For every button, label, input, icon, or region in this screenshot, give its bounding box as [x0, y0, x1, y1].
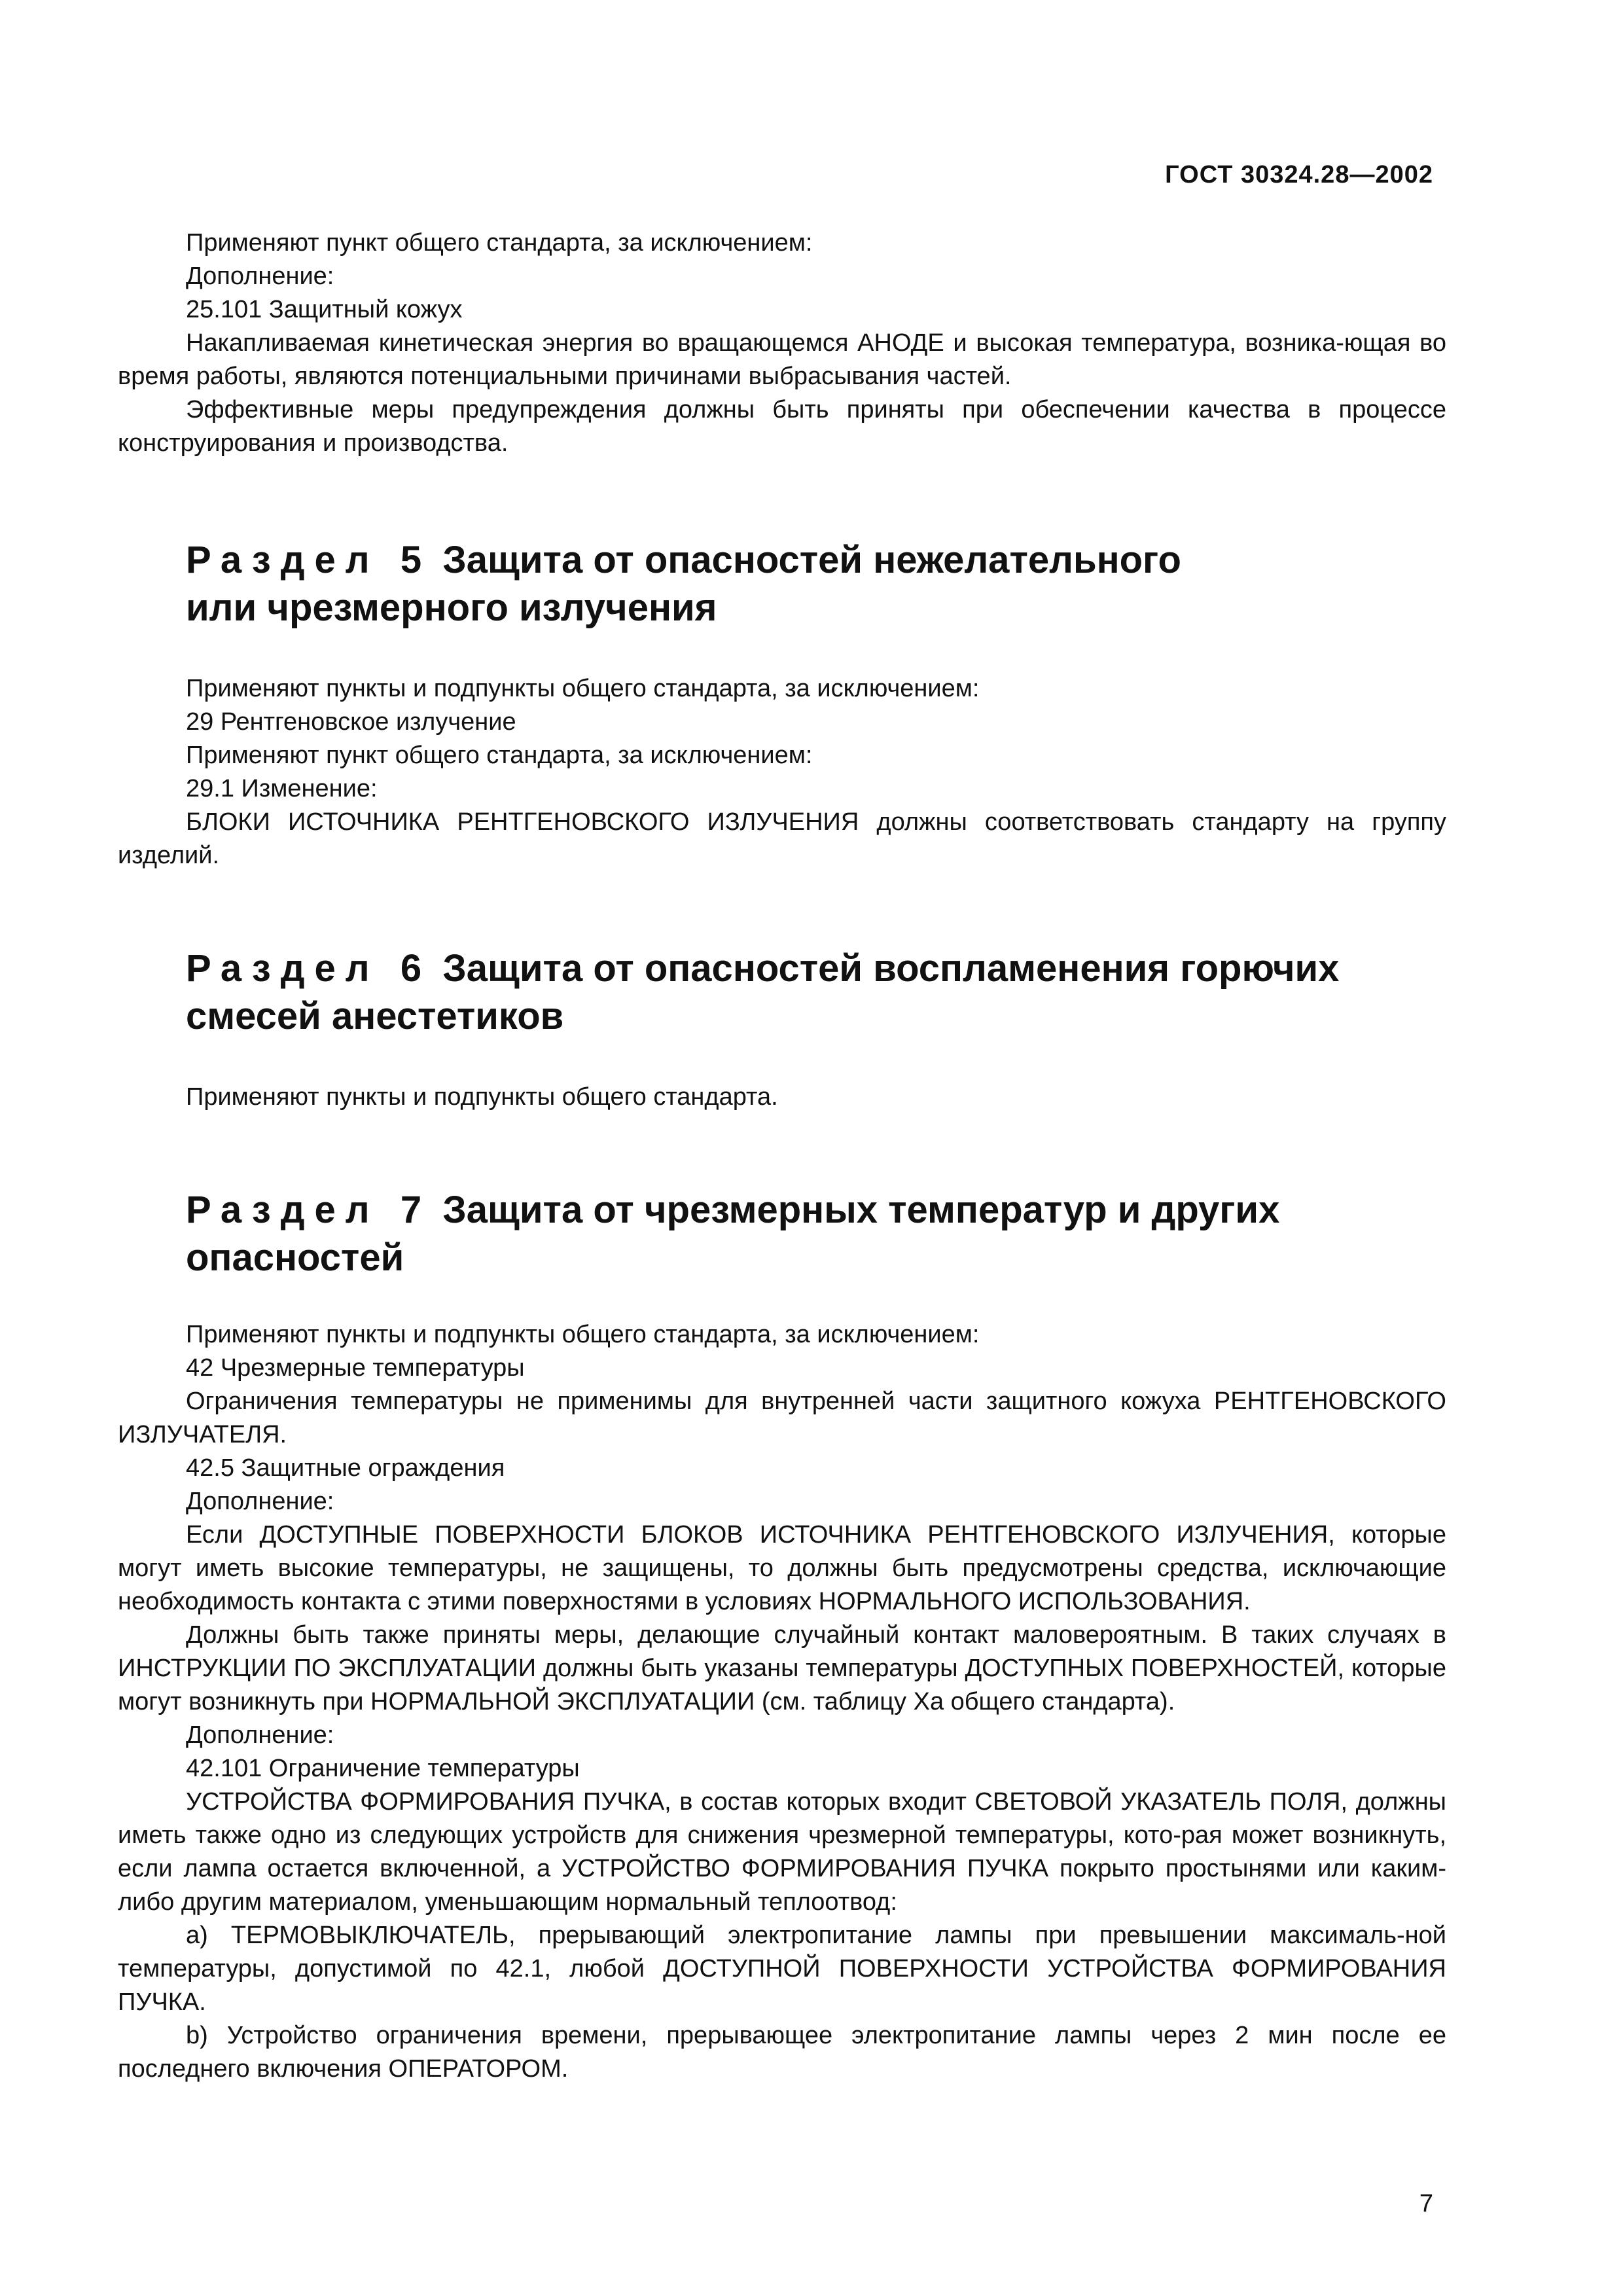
paragraph: Применяют пункты и подпункты общего стандарта, за исключением:	[186, 675, 980, 702]
paragraph: Если ДОСТУПНЫЕ ПОВЕРХНОСТИ БЛОКОВ ИСТОЧНИКА РЕНТГЕНОВСКОГО ИЗЛУЧЕНИЯ, которые могут иметь высокие температуры, не защищены, то должны быть предусмотрены средства, исключающие необходимость контакта с этими поверхностями в условиях НОРМАЛЬНОГО ИСПОЛЬЗОВАНИЯ.	[118, 1521, 1446, 1615]
section-title-line1: Защита от опасностей нежелательного	[442, 539, 1181, 581]
section-word: Раздел	[186, 539, 380, 581]
section-number: 5	[400, 539, 422, 581]
paragraph: УСТРОЙСТВА ФОРМИРОВАНИЯ ПУЧКА, в состав которых входит СВЕТОВОЙ УКАЗАТЕЛЬ ПОЛЯ, должны иметь также одно из следующих устройств для снижения чрезмерной температуры, кото-рая может возникнуть, если лампа остается включенной, а УСТРОЙСТВО ФОРМИРОВАНИЯ ПУЧКА покрыто простынями или каким-либо другим материалом, уменьшающим нормальный теплоотвод:	[118, 1788, 1446, 1916]
document-header-code: ГОСТ 30324.28—2002	[1165, 161, 1433, 188]
section-number: 7	[400, 1189, 422, 1231]
section-6-heading	[118, 944, 1446, 1040]
paragraph: Ограничения температуры не применимы для внутренней части защитного кожуха РЕНТГЕНОВСКОГО ИЗЛУЧАТЕЛЯ.	[118, 1388, 1446, 1448]
page-number: 7	[1419, 2190, 1433, 2217]
section-title-line1: Защита от опасностей воспламенения горючих	[442, 947, 1340, 990]
clause-heading: 42 Чрезмерные температуры	[186, 1354, 525, 1382]
section-5-heading	[118, 536, 1446, 632]
page-content	[118, 226, 1446, 2086]
clause-heading: 29.1 Изменение:	[186, 775, 378, 802]
paragraph: Накапливаемая кинетическая энергия во вращающемся АНОДЕ и высокая температура, возника-ющая во время работы, являются потенциальными причинами выбрасывания частей.	[118, 329, 1446, 390]
section-word: Раздел	[186, 947, 380, 990]
paragraph: Применяют пункт общего стандарта, за исключением:	[186, 742, 813, 769]
paragraph: Дополнение:	[186, 1488, 334, 1515]
paragraph: Применяют пункты и подпункты общего стандарта, за исключением:	[186, 1321, 980, 1348]
paragraph: Применяют пункты и подпункты общего стандарта.	[186, 1083, 778, 1111]
section-number: 6	[400, 947, 422, 990]
section-title-line2: смесей анестетиков	[186, 995, 564, 1037]
clause-heading: 42.5 Защитные ограждения	[186, 1454, 505, 1482]
section-title-line2: или чрезмерного излучения	[186, 586, 717, 629]
paragraph: БЛОКИ ИСТОЧНИКА РЕНТГЕНОВСКОГО ИЗЛУЧЕНИЯ должны соответствовать стандарту на группу изделий.	[118, 808, 1446, 869]
paragraph: Должны быть также приняты меры, делающие случайный контакт маловероятным. В таких случаях в ИНСТРУКЦИИ ПО ЭКСПЛУАТАЦИИ должны быть указаны температуры ДОСТУПНЫХ ПОВЕРХНОСТЕЙ, которые могут возникнуть при НОРМАЛЬНОЙ ЭКСПЛУАТАЦИИ (см. таблицу Ха общего стандарта).	[118, 1621, 1446, 1715]
section-title-line1: Защита от чрезмерных температур и других	[442, 1189, 1280, 1231]
section-word: Раздел	[186, 1189, 380, 1231]
clause-heading: 42.101 Ограничение температуры	[186, 1755, 580, 1782]
clause-heading: 25.101 Защитный кожух	[186, 296, 463, 323]
list-item: a) ТЕРМОВЫКЛЮЧАТЕЛЬ, прерывающий электропитание лампы при превышении максималь-ной температуры, допустимой по 42.1, любой ДОСТУПНОЙ ПОВЕРХНОСТИ УСТРОЙСТВА ФОРМИРОВАНИЯ ПУЧКА.	[118, 1922, 1446, 2016]
section-7-heading	[118, 1186, 1446, 1282]
clause-heading: 29 Рентгеновское излучение	[186, 708, 516, 736]
paragraph: Дополнение:	[186, 1721, 334, 1749]
paragraph: Эффективные меры предупреждения должны быть приняты при обеспечении качества в процессе конструирования и производства.	[118, 396, 1446, 457]
section-title-line2: опасностей	[186, 1236, 404, 1279]
paragraph: Применяют пункт общего стандарта, за исключением:	[186, 229, 813, 257]
paragraph: Дополнение:	[186, 262, 334, 290]
list-item: b) Устройство ограничения времени, прерывающее электропитание лампы через 2 мин после ее последнего включения ОПЕРАТОРОМ.	[118, 2022, 1446, 2083]
